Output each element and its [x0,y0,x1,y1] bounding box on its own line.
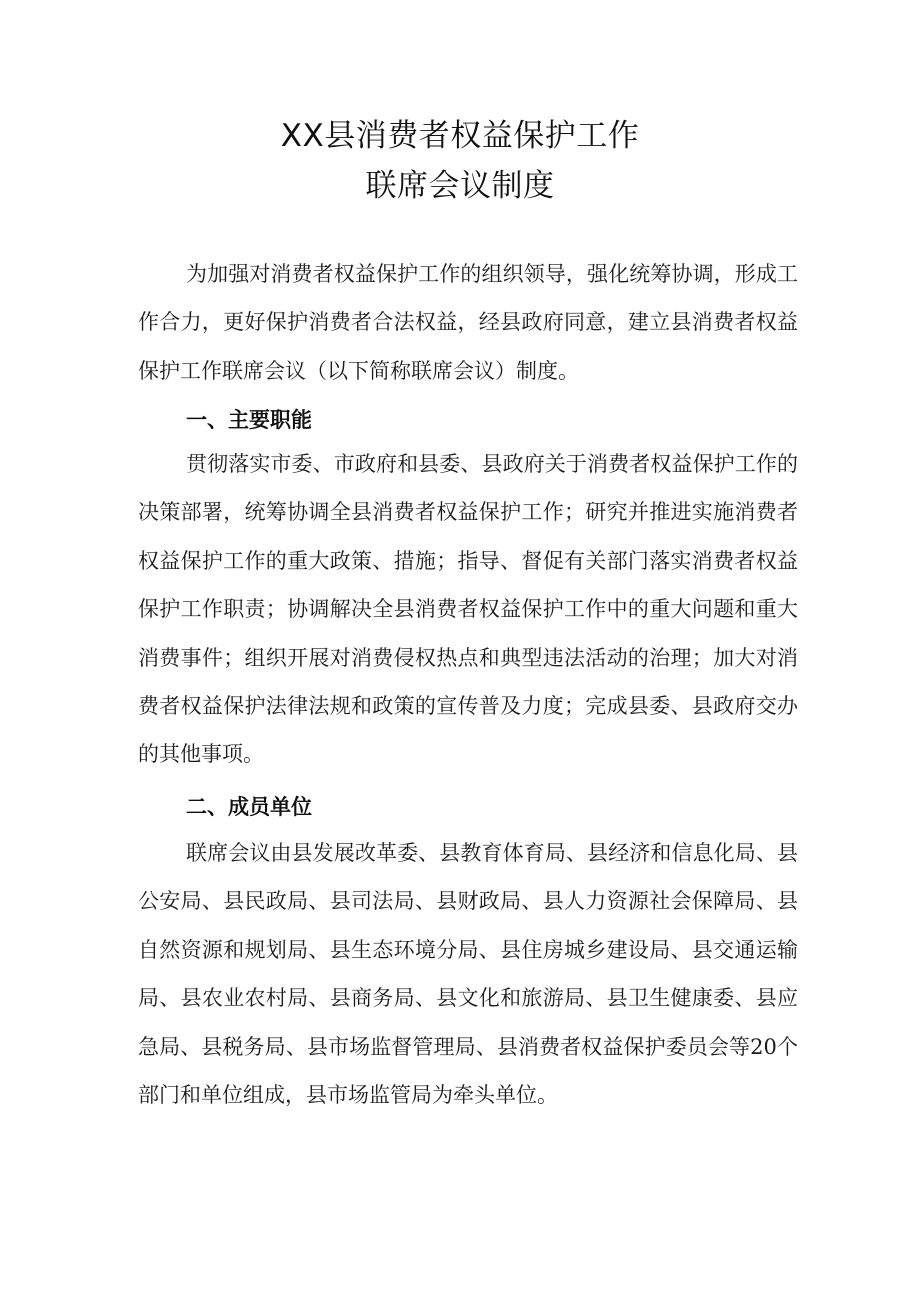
section-heading-main-functions: 一、主要职能 [186,408,312,432]
section-paragraph-main-functions: 贯彻落实市委、市政府和县委、县政府关于消费者权益保护工作的决策部署，统筹协调全县消费者权益保护工作；研究并推进实施消费者权益保护工作的重大政策、措施；指导、督促有关部门落实消费者权益保护工作职责；协调解决全县消费者权益保护工作中的重大问题和重大消费事件；组织开展对消费侵权热点和典型违法活动的治理；加大对消费者权益保护法律法规和政策的宣传普及力度；完成县委、县政府交办的其他事项。 [138,452,798,767]
document-title-line-1: XX县消费者权益保护工作 [280,118,640,154]
intro-paragraph: 为加强对消费者权益保护工作的组织领导，强化统筹协调，形成工作合力，更好保护消费者合法权益，经县政府同意，建立县消费者权益保护工作联席会议（以下简称联席会议）制度。 [138,262,798,383]
document-title-line-2: 联席会议制度 [365,168,555,204]
section-heading-member-units: 二、成员单位 [186,795,312,819]
section-paragraph-member-units: 联席会议由县发展改革委、县教育体育局、县经济和信息化局、县公安局、县民政局、县司法局、县财政局、县人力资源社会保障局、县自然资源和规划局、县生态环境分局、县住房城乡建设局、县交通运输局、县农业农村局、县商务局、县文化和旅游局、县卫生健康委、县应急局、县税务局、县市场监督管理局、县消费者权益保护委员会等20个部门和单位组成，县市场监管局为牵头单位。 [138,841,798,1108]
